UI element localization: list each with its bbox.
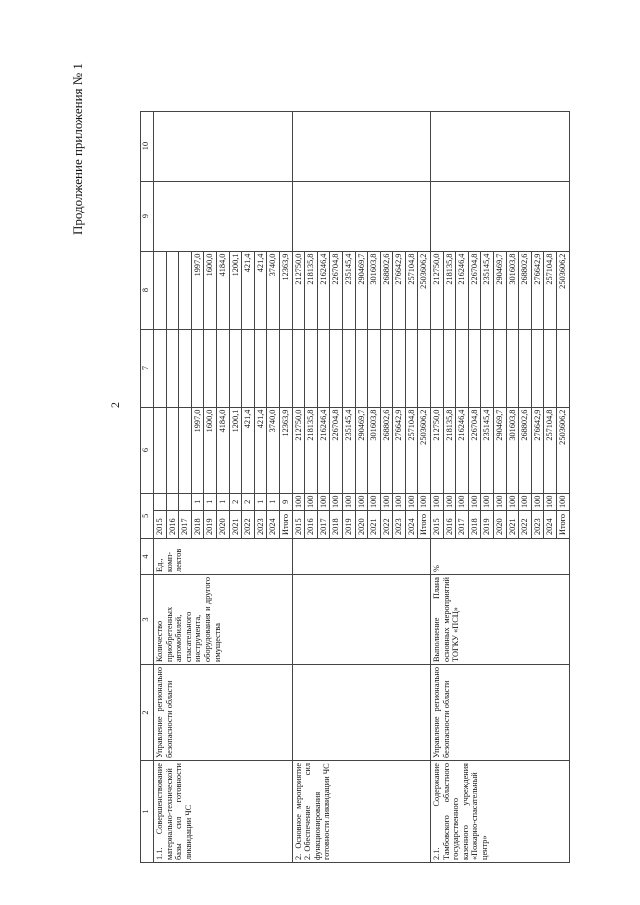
count-cell: 100	[519, 493, 532, 510]
year-cell: 2022	[242, 511, 255, 539]
col8-cell: 12363,9	[279, 251, 292, 329]
year-cell: 2017	[317, 511, 330, 539]
page-number: 2	[108, 402, 122, 408]
col7-cell	[216, 329, 229, 407]
count-cell: 100	[531, 493, 544, 510]
col6-cell: 1600,0	[204, 407, 217, 493]
col8-cell: 421,4	[254, 251, 267, 329]
indicator-cell: Количество приобретенных автомобилей, спасательного инструмента, оборудования и другого имущества	[154, 575, 293, 665]
column-number-row	[141, 111, 154, 862]
unit-cell	[292, 539, 431, 575]
col7-cell	[279, 329, 292, 407]
executor-cell	[292, 665, 431, 761]
col7-cell	[544, 329, 557, 407]
col8-cell: 235145,4	[481, 251, 494, 329]
col6-cell: 301603,8	[368, 407, 381, 493]
year-cell: 2022	[519, 511, 532, 539]
year-cell: 2018	[191, 511, 204, 539]
col6-cell: 301603,8	[506, 407, 519, 493]
year-cell: 2018	[330, 511, 343, 539]
col6-cell: 218135,8	[305, 407, 318, 493]
count-cell: 100	[317, 493, 330, 510]
col8-cell: 3740,0	[267, 251, 280, 329]
column-number: 10	[141, 111, 154, 181]
count-cell: 100	[431, 493, 444, 510]
count-cell: 2	[229, 493, 242, 510]
col8-cell: 257104,8	[544, 251, 557, 329]
col6-cell: 1997,0	[191, 407, 204, 493]
col6-cell: 226704,8	[330, 407, 343, 493]
col6-cell: 276642,9	[531, 407, 544, 493]
col8-cell: 290469,7	[355, 251, 368, 329]
col7-cell	[254, 329, 267, 407]
executor-cell: Управление регионально безопасности области	[431, 665, 570, 761]
empty-cell	[431, 181, 570, 251]
column-number: 5	[141, 493, 154, 538]
col7-cell	[166, 329, 179, 407]
col8-cell: 257104,8	[405, 251, 418, 329]
count-cell: 100	[305, 493, 318, 510]
col7-cell	[506, 329, 519, 407]
col8-cell: 218135,8	[305, 251, 318, 329]
col8-cell: 268802,6	[519, 251, 532, 329]
count-cell: 100	[405, 493, 418, 510]
count-cell	[179, 493, 192, 510]
col6-cell: 212750,0	[292, 407, 305, 493]
document-sheet	[50, 33, 590, 863]
col6-cell: 212750,0	[431, 407, 444, 493]
year-cell: 2016	[305, 511, 318, 539]
budget-table	[140, 111, 570, 863]
measure-cell: 1.1. Совершенствование материально-технической базы сил готовности ликвидации ЧС	[154, 761, 293, 863]
col8-cell: 421,4	[242, 251, 255, 329]
column-number: 8	[141, 251, 154, 329]
col7-cell	[242, 329, 255, 407]
col6-cell: 290469,7	[494, 407, 507, 493]
count-cell: 9	[279, 493, 292, 510]
col8-cell: 2503606,2	[418, 251, 431, 329]
col6-cell: 218135,8	[443, 407, 456, 493]
unit-cell: Ед., комп- лектов	[154, 539, 293, 575]
col8-cell: 226704,8	[468, 251, 481, 329]
col6-cell: 290469,7	[355, 407, 368, 493]
year-cell: 2015	[292, 511, 305, 539]
col8-cell: 235145,4	[342, 251, 355, 329]
col7-cell	[481, 329, 494, 407]
col6-cell: 12363,9	[279, 407, 292, 493]
col6-cell: 226704,8	[468, 407, 481, 493]
col8-cell: 290469,7	[494, 251, 507, 329]
unit-cell: %	[431, 539, 570, 575]
count-cell: 1	[267, 493, 280, 510]
year-cell: 2021	[368, 511, 381, 539]
count-cell: 2	[242, 493, 255, 510]
col7-cell	[317, 329, 330, 407]
year-cell: 2016	[443, 511, 456, 539]
col8-cell: 2503606,2	[557, 251, 570, 329]
col7-cell	[204, 329, 217, 407]
count-cell: 100	[355, 493, 368, 510]
col7-cell	[267, 329, 280, 407]
col8-cell: 301603,8	[368, 251, 381, 329]
year-cell: 2020	[216, 511, 229, 539]
empty-cell	[292, 181, 431, 251]
count-cell: 100	[506, 493, 519, 510]
col7-cell	[494, 329, 507, 407]
col8-cell: 1600,0	[204, 251, 217, 329]
indicator-cell	[292, 575, 431, 665]
col6-cell	[166, 407, 179, 493]
col7-cell	[154, 329, 167, 407]
col7-cell	[405, 329, 418, 407]
count-cell: 100	[393, 493, 406, 510]
count-cell: 100	[368, 493, 381, 510]
col8-cell: 4184,0	[216, 251, 229, 329]
col7-cell	[431, 329, 444, 407]
col6-cell: 276642,9	[393, 407, 406, 493]
year-cell: 2020	[355, 511, 368, 539]
count-cell: 100	[544, 493, 557, 510]
year-cell: 2019	[204, 511, 217, 539]
column-number: 2	[141, 665, 154, 761]
col7-cell	[418, 329, 431, 407]
table-row	[154, 111, 167, 862]
col7-cell	[355, 329, 368, 407]
table-row	[292, 111, 305, 862]
col8-cell: 212750,0	[292, 251, 305, 329]
col7-cell	[342, 329, 355, 407]
year-cell: 2021	[506, 511, 519, 539]
count-cell: 100	[418, 493, 431, 510]
year-cell: Итого	[557, 511, 570, 539]
count-cell: 100	[292, 493, 305, 510]
column-number: 9	[141, 181, 154, 251]
year-cell: 2024	[544, 511, 557, 539]
year-cell: 2020	[494, 511, 507, 539]
empty-cell	[431, 111, 570, 181]
count-cell	[154, 493, 167, 510]
count-cell: 1	[204, 493, 217, 510]
col8-cell: 226704,8	[330, 251, 343, 329]
count-cell: 100	[380, 493, 393, 510]
col8-cell: 218135,8	[443, 251, 456, 329]
col6-cell: 216246,4	[317, 407, 330, 493]
col8-cell: 268802,6	[380, 251, 393, 329]
year-cell: 2017	[179, 511, 192, 539]
col6-cell: 257104,8	[544, 407, 557, 493]
year-cell: Итого	[418, 511, 431, 539]
col7-cell	[179, 329, 192, 407]
col6-cell	[179, 407, 192, 493]
measure-cell: 2.1. Содержание Тамбовского областного государственного казенного учреждения «Пожарно-спасательный центр»	[431, 761, 570, 863]
year-cell: 2017	[456, 511, 469, 539]
col7-cell	[456, 329, 469, 407]
col7-cell	[191, 329, 204, 407]
count-cell: 100	[468, 493, 481, 510]
col8-cell: 1200,1	[229, 251, 242, 329]
col7-cell	[393, 329, 406, 407]
executor-cell: Управление регионально безопасности области	[154, 665, 293, 761]
col7-cell	[229, 329, 242, 407]
column-number: 3	[141, 575, 154, 665]
col6-cell: 4184,0	[216, 407, 229, 493]
col6-cell: 216246,4	[456, 407, 469, 493]
col7-cell	[531, 329, 544, 407]
year-cell: 2018	[468, 511, 481, 539]
year-cell: 2024	[405, 511, 418, 539]
col7-cell	[368, 329, 381, 407]
col7-cell	[468, 329, 481, 407]
indicator-cell: Выполнение Плана основных мероприятий ТОГКУ «ПСЦ»	[431, 575, 570, 665]
empty-cell	[292, 111, 431, 181]
count-cell: 100	[557, 493, 570, 510]
year-cell: Итого	[279, 511, 292, 539]
col8-cell: 1997,0	[191, 251, 204, 329]
col6-cell: 421,4	[242, 407, 255, 493]
column-number: 4	[141, 539, 154, 575]
col8-cell: 212750,0	[431, 251, 444, 329]
year-cell: 2019	[342, 511, 355, 539]
col8-cell	[179, 251, 192, 329]
col6-cell: 1200,1	[229, 407, 242, 493]
col8-cell	[154, 251, 167, 329]
year-cell: 2015	[154, 511, 167, 539]
column-number: 7	[141, 329, 154, 407]
col8-cell: 276642,9	[531, 251, 544, 329]
col7-cell	[380, 329, 393, 407]
count-cell: 100	[330, 493, 343, 510]
count-cell	[166, 493, 179, 510]
col7-cell	[519, 329, 532, 407]
year-cell: 2019	[481, 511, 494, 539]
col8-cell: 301603,8	[506, 251, 519, 329]
year-cell: 2021	[229, 511, 242, 539]
col6-cell: 421,4	[254, 407, 267, 493]
col6-cell: 235145,4	[481, 407, 494, 493]
count-cell: 100	[456, 493, 469, 510]
col7-cell	[330, 329, 343, 407]
count-cell: 1	[191, 493, 204, 510]
column-number: 1	[141, 761, 154, 863]
col7-cell	[557, 329, 570, 407]
column-number: 6	[141, 407, 154, 493]
count-cell: 100	[342, 493, 355, 510]
col6-cell	[154, 407, 167, 493]
count-cell: 100	[481, 493, 494, 510]
col6-cell: 257104,8	[405, 407, 418, 493]
col7-cell	[305, 329, 318, 407]
col6-cell: 268802,6	[519, 407, 532, 493]
col6-cell: 235145,4	[342, 407, 355, 493]
year-cell: 2015	[431, 511, 444, 539]
col8-cell: 216246,4	[456, 251, 469, 329]
count-cell: 1	[216, 493, 229, 510]
year-cell: 2023	[254, 511, 267, 539]
count-cell: 100	[443, 493, 456, 510]
table-row	[431, 111, 444, 862]
year-cell: 2024	[267, 511, 280, 539]
year-cell: 2023	[393, 511, 406, 539]
count-cell: 1	[254, 493, 267, 510]
table-container	[140, 111, 570, 863]
col6-cell: 3740,0	[267, 407, 280, 493]
year-cell: 2016	[166, 511, 179, 539]
empty-cell	[154, 111, 293, 181]
col6-cell: 2503606,2	[418, 407, 431, 493]
col7-cell	[292, 329, 305, 407]
measure-cell: 2. Основное мероприятие 2. Обеспечение сил функционирования готовности ликвидации ЧС	[292, 761, 431, 863]
year-cell: 2022	[380, 511, 393, 539]
col6-cell: 2503606,2	[557, 407, 570, 493]
col8-cell: 276642,9	[393, 251, 406, 329]
year-cell: 2023	[531, 511, 544, 539]
col6-cell: 268802,6	[380, 407, 393, 493]
empty-cell	[154, 181, 293, 251]
annex-title: Продолжение приложения № 1	[70, 63, 85, 235]
col8-cell	[166, 251, 179, 329]
col7-cell	[443, 329, 456, 407]
count-cell: 100	[494, 493, 507, 510]
col8-cell: 216246,4	[317, 251, 330, 329]
